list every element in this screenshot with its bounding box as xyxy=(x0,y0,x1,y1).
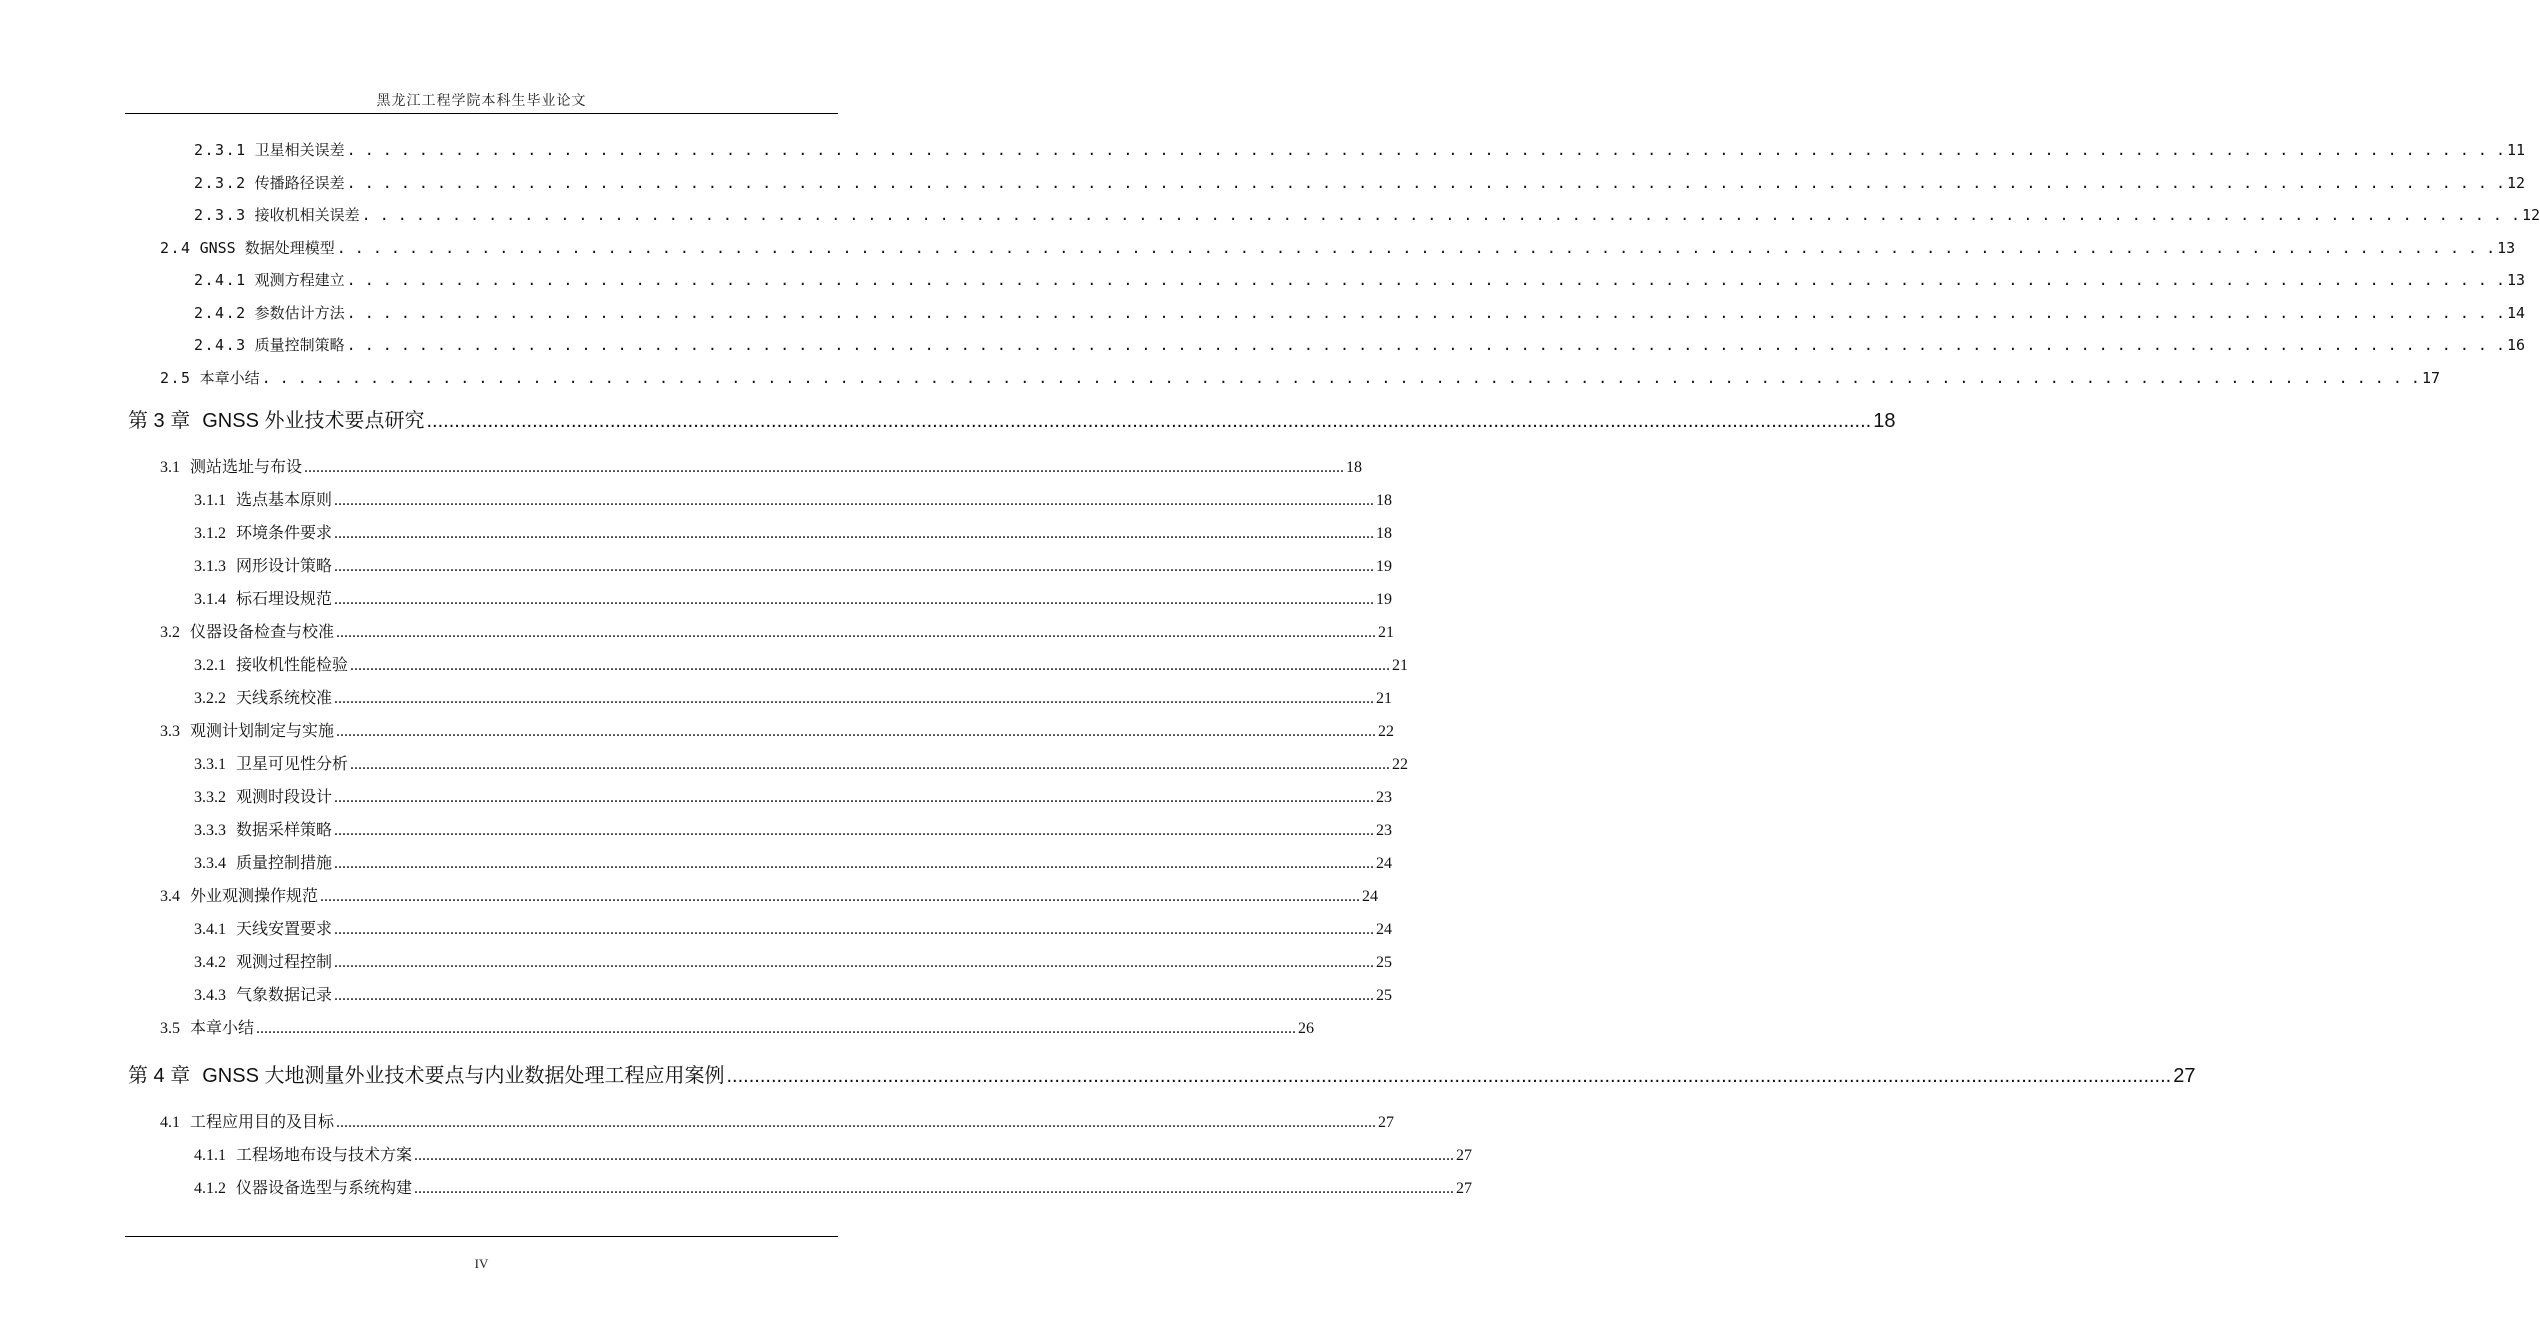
toc-entry[interactable] xyxy=(194,952,1393,974)
toc-entry-number: 3.1.1 xyxy=(194,492,226,509)
toc-entry-number: 2.4.1 xyxy=(194,271,247,289)
toc-leader-dots: . . . . . . . . . . . . . . . . . . . . . . . . . . . . . . . . . . . . . . . . . . . . . . . . . . . . . . . . . . . . . . . . . . . . . . . . . . . . . . . . . . . . . . . . . . . . . . . . . . . . . . . . . . . . . . . . . . . . . . . . xyxy=(346,174,2506,192)
toc-entry[interactable] xyxy=(194,820,1393,842)
toc-entry-page: 16 xyxy=(2507,336,2526,354)
toc-entry-title: 观测过程控制 xyxy=(236,954,333,971)
toc-entry-number: 3.1.4 xyxy=(194,591,226,608)
toc-entry-page: 18 xyxy=(1376,492,1393,509)
toc-entry[interactable] xyxy=(160,886,1379,908)
toc-leader-dots: .................................................................................................................................................................................................................................................................... xyxy=(304,459,1345,476)
toc-entry-number: 2.3.3 xyxy=(194,206,247,224)
running-header: 黑龙江工程学院本科生毕业论文 xyxy=(376,93,587,109)
toc-entry-title: 天线系统校准 xyxy=(236,690,333,707)
toc-entry[interactable] xyxy=(194,985,1393,1007)
toc-entry-title: 仪器设备选型与系统构建 xyxy=(236,1180,413,1197)
toc-entry-page: 14 xyxy=(2507,304,2526,322)
toc-leader-dots: .................................................................................................................................................................................................................................................................... xyxy=(414,1147,1455,1164)
toc-entry-number: 2.5 xyxy=(160,369,192,387)
toc-leader-dots: .................................................................................................................................................................................................................................................................... xyxy=(350,756,1391,773)
toc-entry[interactable] xyxy=(160,1112,1395,1134)
toc-entry-title: 数据采样策略 xyxy=(236,822,333,839)
toc-leader-dots: . . . . . . . . . . . . . . . . . . . . . . . . . . . . . . . . . . . . . . . . . . . . . . . . . . . . . . . . . . . . . . . . . . . . . . . . . . . . . . . . . . . . . . . . . . . . . . . . . . . . . . . . . . . . . . . . . . . . . . . . xyxy=(346,271,2506,289)
toc-entry-number: 3.5 xyxy=(160,1020,180,1037)
toc-leader-dots: .................................................................................................................................................................................................................................................................... xyxy=(320,888,1361,905)
toc-entry[interactable] xyxy=(194,754,1409,776)
toc-entry-title: 网形设计策略 xyxy=(236,558,333,575)
toc-entry-page: 27 xyxy=(1378,1114,1395,1131)
toc-entry-number: 3.3.4 xyxy=(194,855,226,872)
toc-entry-title: 质量控制措施 xyxy=(236,855,333,872)
toc-entry-title: 工程场地布设与技术方案 xyxy=(236,1147,413,1164)
header-divider xyxy=(125,113,838,114)
toc-entry-title: 工程应用目的及目标 xyxy=(190,1114,335,1131)
toc-leader-dots: . . . . . . . . . . . . . . . . . . . . . . . . . . . . . . . . . . . . . . . . . . . . . . . . . . . . . . . . . . . . . . . . . . . . . . . . . . . . . . . . . . . . . . . . . . . . . . . . . . . . . . . . . . . . . . . . . . . . . . . . xyxy=(336,239,2496,257)
toc-leader-dots: .................................................................................................................................................................................................................................................................... xyxy=(334,591,1375,608)
toc-entry-title: 接收机性能检验 xyxy=(236,657,349,674)
toc-entry-title: 传播路径误差 xyxy=(254,174,345,192)
toc-entry-page: 19 xyxy=(1376,558,1393,575)
toc-entry-title: 选点基本原则 xyxy=(236,492,333,509)
toc-entry-title: 标石埋设规范 xyxy=(236,591,333,608)
toc-entry-title: 仪器设备检查与校准 xyxy=(190,624,335,641)
page-number: IV xyxy=(474,1256,489,1271)
toc-entry-page: 24 xyxy=(1376,855,1393,872)
toc-leader-dots: .................................................................................................................................................................................................................................................................... xyxy=(334,558,1375,575)
toc-entry-page: 19 xyxy=(1376,591,1393,608)
toc-leader-dots: .................................................................................................................................................................................................................................................................... xyxy=(334,492,1375,509)
toc-entry-number: 4.1 xyxy=(160,1114,180,1131)
toc-entry-number: 3.3.2 xyxy=(194,789,226,806)
toc-chapter-entry[interactable] xyxy=(128,407,1896,435)
toc-entry-number: 3.1 xyxy=(160,459,180,476)
toc-entry-page: 18 xyxy=(1873,410,1896,432)
toc-entry-title: GNSS 数据处理模型 xyxy=(199,239,335,257)
toc-entry[interactable] xyxy=(194,919,1393,941)
toc-entry-number: 3.4.1 xyxy=(194,921,226,938)
toc-leader-dots: .................................................................................................................................................................................................................................................................... xyxy=(334,789,1375,806)
toc-entry-number: 3.1.2 xyxy=(194,525,226,542)
toc-entry[interactable] xyxy=(194,205,2540,225)
toc-entry-number: 2.3.2 xyxy=(194,174,247,192)
toc-entry[interactable] xyxy=(194,589,1393,611)
toc-entry-title: 环境条件要求 xyxy=(236,525,333,542)
toc-entry-title: 卫星相关误差 xyxy=(254,141,345,159)
toc-entry-title: GNSS 外业技术要点研究 xyxy=(202,410,425,432)
toc-leader-dots: . . . . . . . . . . . . . . . . . . . . . . . . . . . . . . . . . . . . . . . . . . . . . . . . . . . . . . . . . . . . . . . . . . . . . . . . . . . . . . . . . . . . . . . . . . . . . . . . . . . . . . . . . . . . . . . . . . . . . . . . xyxy=(346,304,2506,322)
toc-entry-page: 12 xyxy=(2507,174,2526,192)
toc-entry[interactable] xyxy=(194,787,1393,809)
toc-leader-dots: .................................................................................................................................................................................................................................................................... xyxy=(426,410,1872,432)
toc-leader-dots: .................................................................................................................................................................................................................................................................... xyxy=(334,855,1375,872)
toc-leader-dots: .................................................................................................................................................................................................................................................................... xyxy=(336,723,1377,740)
toc-entry[interactable] xyxy=(194,853,1393,875)
toc-leader-dots: .................................................................................................................................................................................................................................................................... xyxy=(334,921,1375,938)
toc-entry-title: 质量控制策略 xyxy=(254,336,345,354)
toc-entry-page: 23 xyxy=(1376,789,1393,806)
toc-entry-title: 本章小结 xyxy=(190,1020,255,1037)
toc-entry[interactable] xyxy=(194,173,2526,193)
toc-entry-page: 22 xyxy=(1392,756,1409,773)
toc-entry-page: 27 xyxy=(1456,1180,1473,1197)
toc-entry[interactable] xyxy=(194,140,2526,160)
toc-leader-dots: .................................................................................................................................................................................................................................................................... xyxy=(334,822,1375,839)
toc-entry-number: 3.3.1 xyxy=(194,756,226,773)
toc-entry-number: 2.3.1 xyxy=(194,141,247,159)
toc-entry[interactable] xyxy=(194,270,2526,290)
toc-entry[interactable] xyxy=(160,1018,1315,1040)
toc-entry-page: 18 xyxy=(1376,525,1393,542)
toc-entry-number: 3.2.2 xyxy=(194,690,226,707)
toc-entry-number: 4.1.1 xyxy=(194,1147,226,1164)
toc-entry-number: 3.2.1 xyxy=(194,657,226,674)
toc-entry-title: 观测时段设计 xyxy=(236,789,333,806)
toc-leader-dots: . . . . . . . . . . . . . . . . . . . . . . . . . . . . . . . . . . . . . . . . . . . . . . . . . . . . . . . . . . . . . . . . . . . . . . . . . . . . . . . . . . . . . . . . . . . . . . . . . . . . . . . . . . . . . . . . . . . . . . . . xyxy=(361,206,2521,224)
toc-entry-page: 21 xyxy=(1376,690,1393,707)
toc-entry-number: 3.1.3 xyxy=(194,558,226,575)
toc-entry-number: 2.4 xyxy=(160,239,192,257)
toc-entry-page: 11 xyxy=(2507,141,2526,159)
toc-leader-dots: .................................................................................................................................................................................................................................................................... xyxy=(334,954,1375,971)
toc-entry-number: 3.3.3 xyxy=(194,822,226,839)
toc-leader-dots: .................................................................................................................................................................................................................................................................... xyxy=(726,1065,2172,1087)
toc-leader-dots: .................................................................................................................................................................................................................................................................... xyxy=(336,1114,1377,1131)
toc-entry[interactable] xyxy=(194,655,1409,677)
toc-entry-number: 2.4.3 xyxy=(194,336,247,354)
toc-entry-page: 18 xyxy=(1346,459,1363,476)
toc-entry-page: 25 xyxy=(1376,954,1393,971)
toc-entry-page: 12 xyxy=(2522,206,2540,224)
toc-entry[interactable] xyxy=(194,523,1393,545)
toc-entry-number: 3.2 xyxy=(160,624,180,641)
toc-entry[interactable] xyxy=(194,688,1393,710)
toc-leader-dots: .................................................................................................................................................................................................................................................................... xyxy=(336,624,1377,641)
toc-leader-dots: . . . . . . . . . . . . . . . . . . . . . . . . . . . . . . . . . . . . . . . . . . . . . . . . . . . . . . . . . . . . . . . . . . . . . . . . . . . . . . . . . . . . . . . . . . . . . . . . . . . . . . . . . . . . . . . . . . . . . . . . xyxy=(346,336,2506,354)
toc-leader-dots: . . . . . . . . . . . . . . . . . . . . . . . . . . . . . . . . . . . . . . . . . . . . . . . . . . . . . . . . . . . . . . . . . . . . . . . . . . . . . . . . . . . . . . . . . . . . . . . . . . . . . . . . . . . . . . . . . . . . . . . . xyxy=(346,141,2506,159)
toc-entry[interactable] xyxy=(160,368,2441,388)
toc-entry-title: 观测计划制定与实施 xyxy=(190,723,335,740)
toc-entry-title: 气象数据记录 xyxy=(236,987,333,1004)
toc-entry-title: 参数估计方法 xyxy=(254,304,345,322)
toc-entry[interactable] xyxy=(194,335,2526,355)
toc-leader-dots: .................................................................................................................................................................................................................................................................... xyxy=(334,690,1375,707)
toc-entry-title: 天线安置要求 xyxy=(236,921,333,938)
toc-leader-dots: .................................................................................................................................................................................................................................................................... xyxy=(256,1020,1297,1037)
toc-entry-page: 27 xyxy=(1456,1147,1473,1164)
toc-entry-number: 3.4.2 xyxy=(194,954,226,971)
toc-entry-page: 24 xyxy=(1362,888,1379,905)
toc-entry-page: 26 xyxy=(1298,1020,1315,1037)
toc-entry-title: 测站选址与布设 xyxy=(190,459,303,476)
toc-entry-title: 接收机相关误差 xyxy=(254,206,360,224)
toc-entry[interactable] xyxy=(194,490,1393,512)
toc-entry-page: 23 xyxy=(1376,822,1393,839)
toc-entry-page: 13 xyxy=(2497,239,2516,257)
toc-entry-title: 外业观测操作规范 xyxy=(190,888,319,905)
toc-entry[interactable] xyxy=(194,1178,1473,1200)
toc-entry-page: 17 xyxy=(2421,369,2441,387)
toc-entry-number: 4.1.2 xyxy=(194,1180,226,1197)
toc-entry-page: 22 xyxy=(1378,723,1395,740)
toc-leader-dots: . . . . . . . . . . . . . . . . . . . . . . . . . . . . . . . . . . . . . . . . . . . . . . . . . . . . . . . . . . . . . . . . . . . . . . . . . . . . . . . . . . . . . . . . . . . . . . . . . . . . . . . . . . . . . . . . . . . . . . . . xyxy=(261,369,2420,387)
toc-entry-title: 本章小结 xyxy=(199,369,260,387)
toc-entry[interactable] xyxy=(160,238,2516,258)
toc-entry-number: 3.3 xyxy=(160,723,180,740)
footer-divider xyxy=(125,1236,838,1237)
toc-entry-title: GNSS 大地测量外业技术要点与内业数据处理工程应用案例 xyxy=(202,1065,725,1087)
toc-entry-title: 观测方程建立 xyxy=(254,271,345,289)
toc-chapter-entry[interactable] xyxy=(128,1062,2196,1090)
toc-entry-page: 24 xyxy=(1376,921,1393,938)
toc-entry-page: 13 xyxy=(2507,271,2526,289)
toc-entry[interactable] xyxy=(160,721,1395,743)
toc-leader-dots: .................................................................................................................................................................................................................................................................... xyxy=(334,525,1375,542)
toc-entry-number: 第 4 章 xyxy=(128,1065,191,1087)
toc-entry[interactable] xyxy=(194,556,1393,578)
toc-entry-title: 卫星可见性分析 xyxy=(236,756,349,773)
toc-entry[interactable] xyxy=(160,622,1395,644)
toc-entry-number: 第 3 章 xyxy=(128,410,191,432)
toc-entry[interactable] xyxy=(194,1145,1473,1167)
toc-entry[interactable] xyxy=(194,303,2526,323)
toc-entry-number: 2.4.2 xyxy=(194,304,247,322)
toc-entry[interactable] xyxy=(160,457,1363,479)
toc-entry-number: 3.4 xyxy=(160,888,180,905)
toc-entry-page: 21 xyxy=(1378,624,1395,641)
toc-leader-dots: .................................................................................................................................................................................................................................................................... xyxy=(414,1180,1455,1197)
toc-entry-page: 25 xyxy=(1376,987,1393,1004)
toc-entry-number: 3.4.3 xyxy=(194,987,226,1004)
toc-entry-page: 27 xyxy=(2173,1065,2196,1087)
toc-leader-dots: .................................................................................................................................................................................................................................................................... xyxy=(350,657,1391,674)
toc-entry-page: 21 xyxy=(1392,657,1409,674)
toc-leader-dots: .................................................................................................................................................................................................................................................................... xyxy=(334,987,1375,1004)
